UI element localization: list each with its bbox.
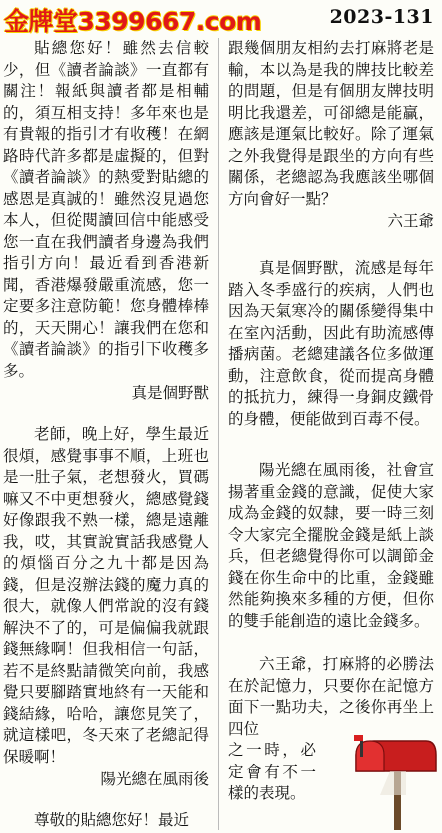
reply-3-tail: 之一時，必定會有不一樣的表現。 — [228, 741, 316, 802]
site-logo: 金牌堂3399667.com — [4, 7, 262, 36]
column-divider — [218, 38, 219, 830]
letter-continued-signature: 六王爺 — [387, 212, 434, 230]
letter-1: 貼總您好！雖然去信較少，但《讀者論談》一直都有關注！報紙與讀者都是相輔的，須互相支持！多年來也是有貴報的指引才有收穫！在網路時代許多都是虛擬的，但對《讀者論談》的熱愛對貼總的感恩是真誠的！雖然沒見過您本人，但從閱讀回信中能感受您一直在我們讀者身邊為我們指引方向！最近看到香港新聞，香港爆發嚴重流感，您一定要多注意防範！您身體棒棒的，天天開心！讓我們在您和《讀者論談》的指引下收穫多多。 — [3, 39, 209, 380]
reply-3: 六王爺，打麻將的必勝法在於記憶力，只要你在記憶方面下一點功夫，之後你再坐上四位 — [228, 655, 434, 738]
reply-2: 陽光總在風雨後，社會宣揚著重金錢的意識，促使大家成為金錢的奴隸，要一時三刻令大家完全擺脫金錢是紙上談兵，但老總覺得你可以調節金錢在你生命中的比重，金錢雖然能夠換來多種的方便，但你的雙手能創造的遠比金錢多。 — [228, 461, 434, 630]
mailbox-icon — [340, 735, 438, 830]
issue-number: 2023-131 — [329, 6, 434, 28]
page-header — [0, 0, 442, 36]
letter-3: 尊敬的貼總您好！最近 — [34, 811, 190, 829]
letter-1-signature: 真是個野獸 — [131, 384, 209, 402]
reply-1: 真是個野獸，流感是每年踏入冬季盛行的疾病，人們也因為天氣寒冷的關係變得集中在室內活動，因此有助流感傳播病菌。老總建議各位多做運動，注意飲食，從而提高身體的抵抗力，練得一身銅皮鐵骨的身體，便能做到百毒不侵。 — [228, 259, 434, 428]
letter-1-continued: 跟幾個朋友相約去打麻將老是輸，本以為是我的牌技比較差的問題，但是有個朋友牌技明明比我還差，可卻總是能贏，應該是運氣比較好。除了運氣之外我覺得是跟坐的方向有些關係，老總認為我應該坐哪個方向會好一點？ — [228, 39, 434, 208]
right-column — [228, 38, 434, 805]
letter-2: 老師，晚上好，學生最近很煩，感覺事事不順，上班也是一肚子氣，老想發火，買碼嘛又不中更想發火，總感覺錢好像跟我不熟一樣，總是遠離我，哎，其實說實話我感覺人的煩惱百分之九十都是因為錢，但是沒辦法錢的魔力真的很大，就像人們常說的沒有錢解決不了的，可是偏偏我就跟錢無緣啊！但我相信一句話，若不是終點請微笑向前，我感覺只要腳踏實地終有一天能和錢結緣，哈哈，讓您見笑了，就這樣吧，冬天來了老總記得保暖啊！ — [3, 425, 209, 766]
left-column — [3, 38, 209, 832]
letter-2-signature: 陽光總在風雨後 — [100, 770, 209, 788]
